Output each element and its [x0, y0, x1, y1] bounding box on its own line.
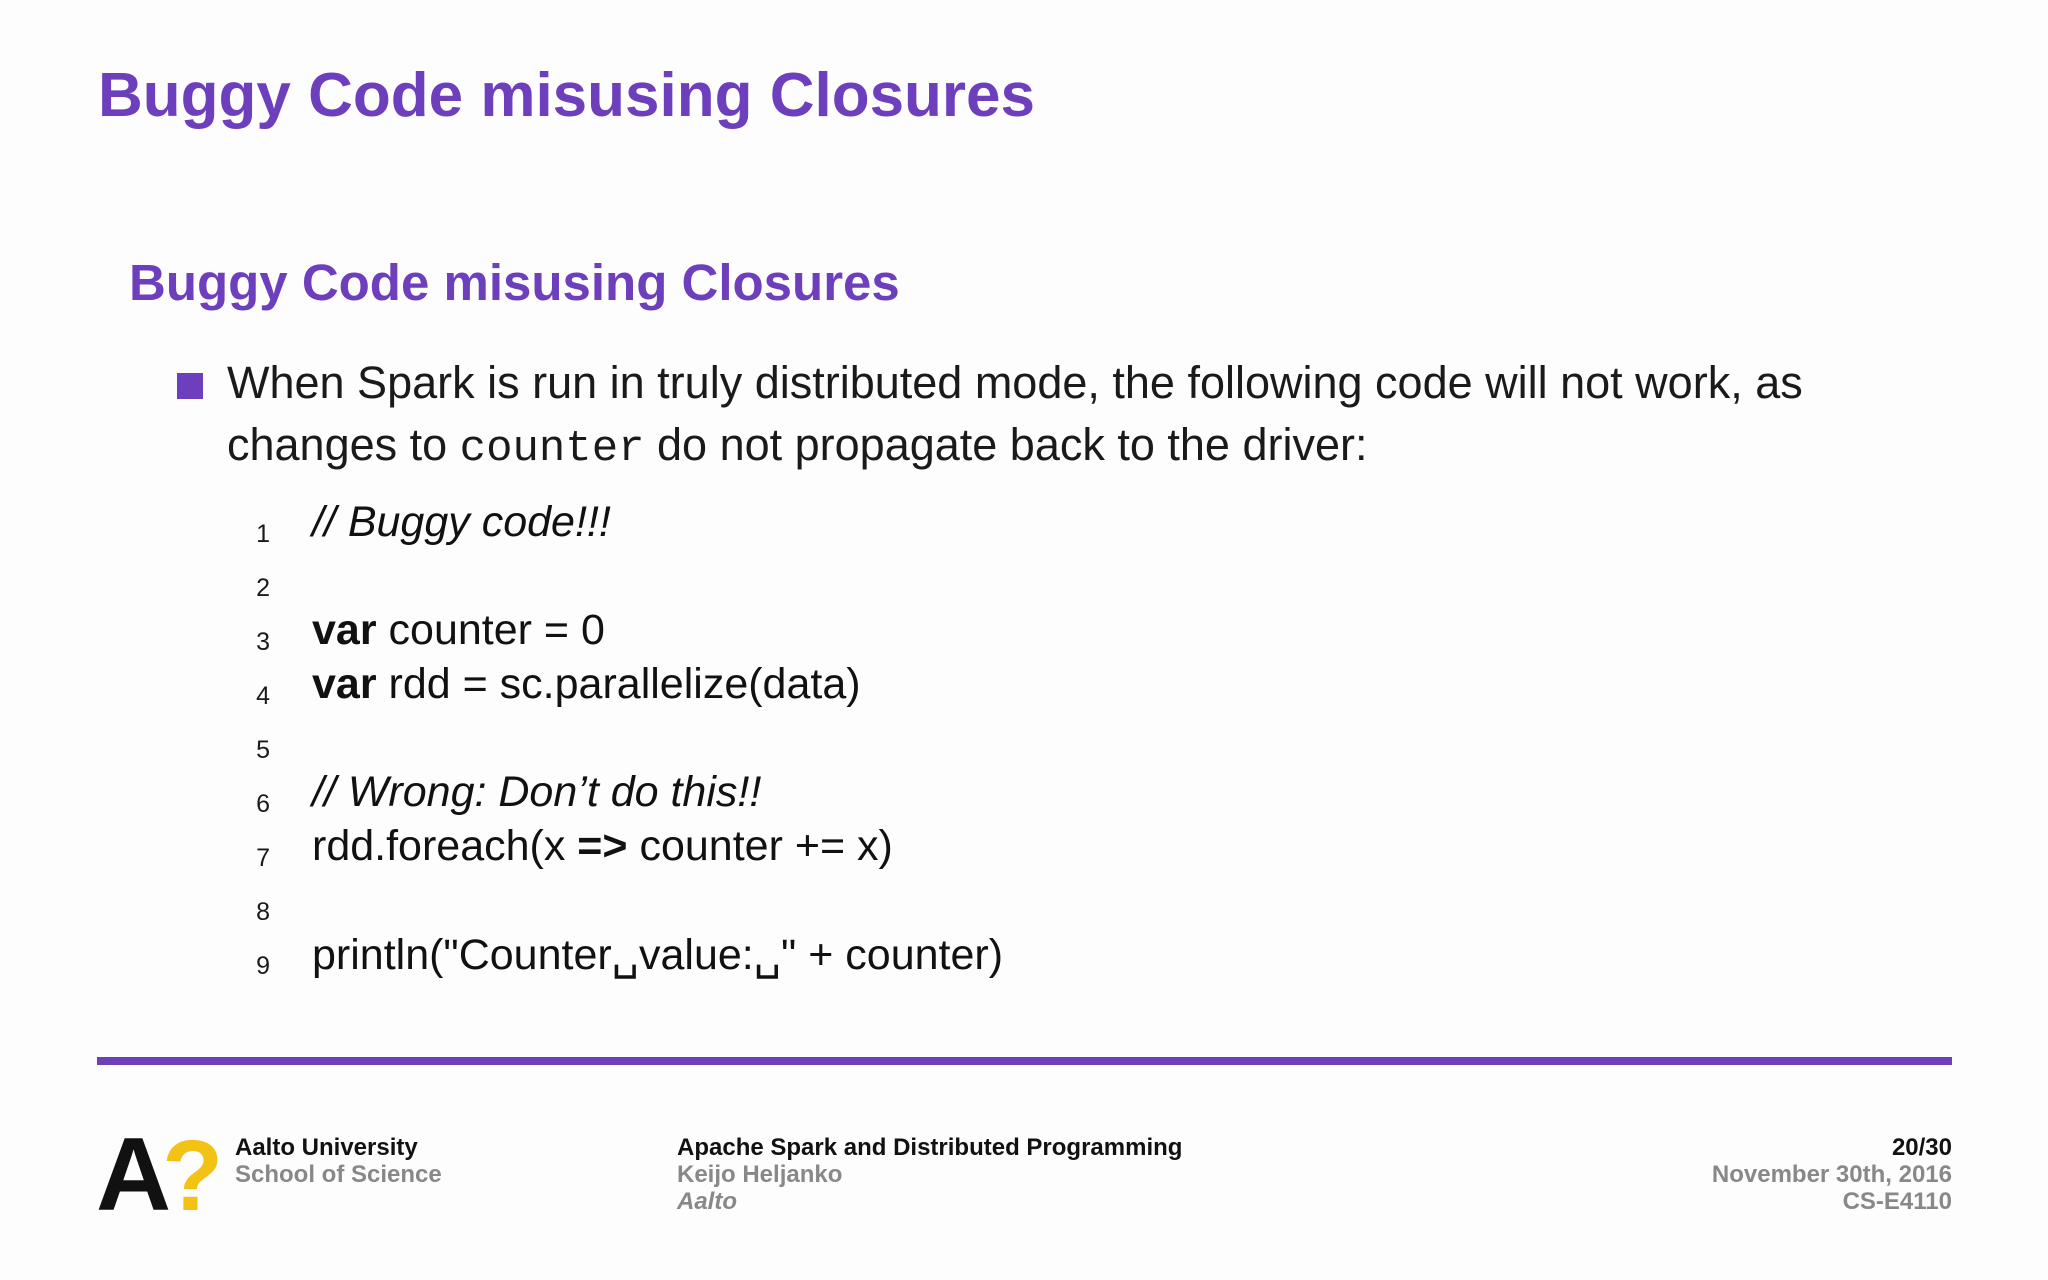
line-number: 4	[256, 682, 270, 710]
svg-text:?: ?	[162, 1120, 224, 1232]
code-keyword: var	[312, 660, 377, 708]
line-code	[312, 822, 893, 871]
code-text: println("Counter␣value:␣" + counter)	[312, 931, 1004, 979]
bullet-text	[227, 352, 1957, 480]
footer-divider	[97, 1057, 1952, 1065]
author-name: Keijo Heljanko	[677, 1161, 843, 1188]
line-number: 2	[256, 574, 270, 602]
code-comment: // Wrong: Don’t do this!!	[312, 768, 762, 816]
code-text: counter += x)	[627, 822, 893, 870]
code-keyword: =>	[577, 822, 628, 870]
footer-course-info	[677, 1134, 1182, 1215]
school-name: School of Science	[235, 1161, 442, 1188]
code-line	[240, 822, 1440, 876]
code-keyword: var	[312, 606, 377, 654]
line-code	[312, 498, 611, 547]
line-number: 1	[256, 520, 270, 548]
footer-meta	[1712, 1134, 1952, 1215]
code-text: rdd = sc.parallelize(data)	[376, 660, 861, 708]
code-comment: // Buggy code!!!	[312, 498, 611, 546]
code-line	[240, 606, 1440, 660]
author-institution: Aalto	[677, 1188, 737, 1215]
code-line	[240, 930, 1440, 984]
course-title: Apache Spark and Distributed Programming	[677, 1134, 1183, 1161]
code-line	[240, 660, 1440, 714]
line-code	[312, 768, 761, 817]
svg-text:A: A	[96, 1117, 172, 1233]
code-text: rdd.foreach(x	[312, 822, 578, 870]
code-line	[240, 498, 1440, 552]
bullet-text-before: When Spark is run in truly distributed mode, the following code will not work, as changes to	[227, 357, 1803, 470]
inline-code-counter: counter	[459, 424, 645, 474]
code-line	[240, 714, 1440, 768]
line-number: 8	[256, 898, 270, 926]
code-line	[240, 552, 1440, 606]
line-code	[312, 660, 861, 709]
line-code	[312, 606, 605, 655]
bullet-marker-icon	[177, 373, 203, 399]
code-line	[240, 876, 1440, 930]
course-code: CS-E4110	[1842, 1188, 1952, 1215]
code-text: counter = 0	[376, 606, 605, 654]
line-number: 7	[256, 844, 270, 872]
line-code	[312, 930, 1003, 980]
date: November 30th, 2016	[1711, 1161, 1952, 1188]
line-number: 6	[256, 790, 270, 818]
code-line	[240, 768, 1440, 822]
university-name: Aalto University	[235, 1134, 418, 1161]
page-number: 20/30	[1891, 1134, 1952, 1161]
slide-title: Buggy Code misusing Closures	[98, 61, 1036, 130]
line-number: 3	[256, 628, 270, 656]
footer-institution	[235, 1134, 442, 1188]
line-number: 5	[256, 736, 270, 764]
section-title: Buggy Code misusing Closures	[129, 254, 900, 311]
aalto-logo-icon	[96, 1117, 224, 1233]
line-number: 9	[256, 952, 270, 980]
bullet-text-after: do not propagate back to the driver:	[644, 419, 1368, 470]
